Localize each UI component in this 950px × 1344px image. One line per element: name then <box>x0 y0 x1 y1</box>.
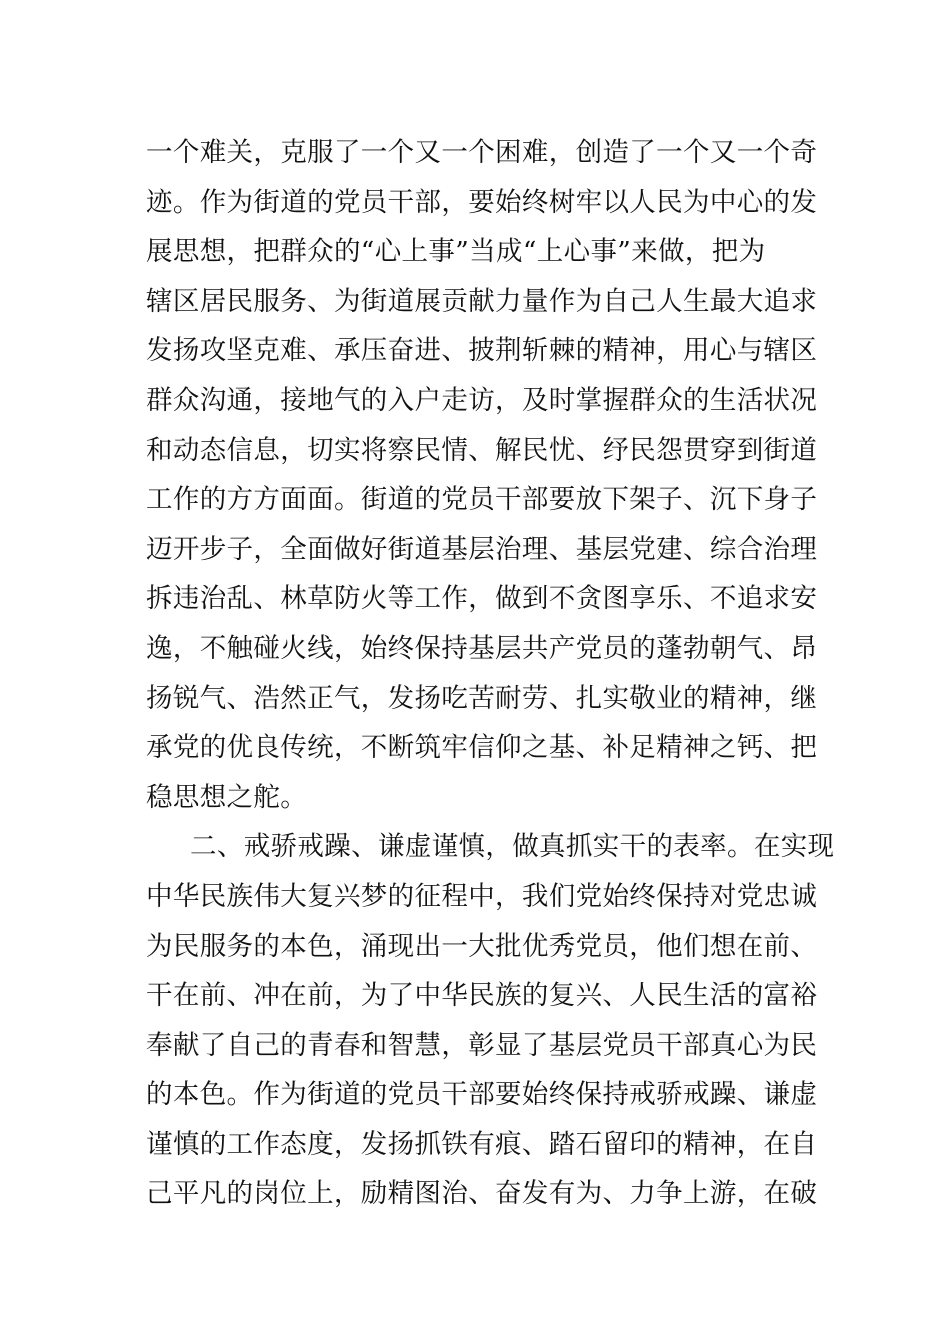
text-line: 一个难关，克服了一个又一个困难，创造了一个又一个奇 <box>146 137 818 168</box>
text-line: 稳思想之舵。 <box>146 781 308 813</box>
text-line: 的本色。作为街道的党员干部要始终保持戒骄戒躁、谦虚 <box>146 1079 818 1111</box>
text-line: 迹。作为街道的党员干部，要始终树牢以人民为中心的发 <box>146 186 818 218</box>
text-line: 己平凡的岗位上，励精图治、奋发有为、力争上游，在破 <box>146 1178 818 1210</box>
text-line: 迈开步子，全面做好街道基层治理、基层党建、综合治理 <box>146 533 818 565</box>
text-line: 奉献了自己的青春和智慧，彰显了基层党员干部真心为民 <box>146 1029 818 1061</box>
text-line: 中华民族伟大复兴梦的征程中，我们党始终保持对党忠诚 <box>146 880 818 912</box>
text-line: 发扬攻坚克难、承压奋进、披荆斩棘的精神，用心与辖区 <box>146 335 818 367</box>
text-line: 干在前、冲在前，为了中华民族的复兴、人民生活的富裕 <box>146 980 818 1012</box>
text-line: 谨慎的工作态度，发扬抓铁有痕、踏石留印的精神，在自 <box>146 1128 818 1160</box>
text-line: 拆违治乱、林草防火等工作，做到不贪图享乐、不追求安 <box>146 583 818 615</box>
text-line: 为民服务的本色，涌现出一大批优秀党员，他们想在前、 <box>146 930 818 962</box>
text-line: 扬锐气、浩然正气，发扬吃苦耐劳、扎实敬业的精神，继 <box>146 682 818 714</box>
text-line: 逸，不触碰火线，始终保持基层共产党员的蓬勃朝气、昂 <box>146 632 818 664</box>
text-line: 承党的优良传统，不断筑牢信仰之基、补足精神之钙、把 <box>146 732 818 764</box>
text-line: 展思想，把群众的“心上事”当成“上心事”来做，把为 <box>146 236 766 268</box>
section-heading-line: 二、戒骄戒躁、谦虚谨慎，做真抓实干的表率。在实现 <box>190 831 835 863</box>
text-line: 工作的方方面面。街道的党员干部要放下架子、沉下身子 <box>146 484 818 516</box>
text-line: 和动态信息，切实将察民情、解民忧、纾民怨贯穿到街道 <box>146 434 818 466</box>
body-text <box>146 128 835 1219</box>
text-line: 辖区居民服务、为街道展贡献力量作为自己人生最大追求 <box>146 285 818 317</box>
text-line: 群众沟通，接地气的入户走访，及时掌握群众的生活状况 <box>146 384 818 416</box>
